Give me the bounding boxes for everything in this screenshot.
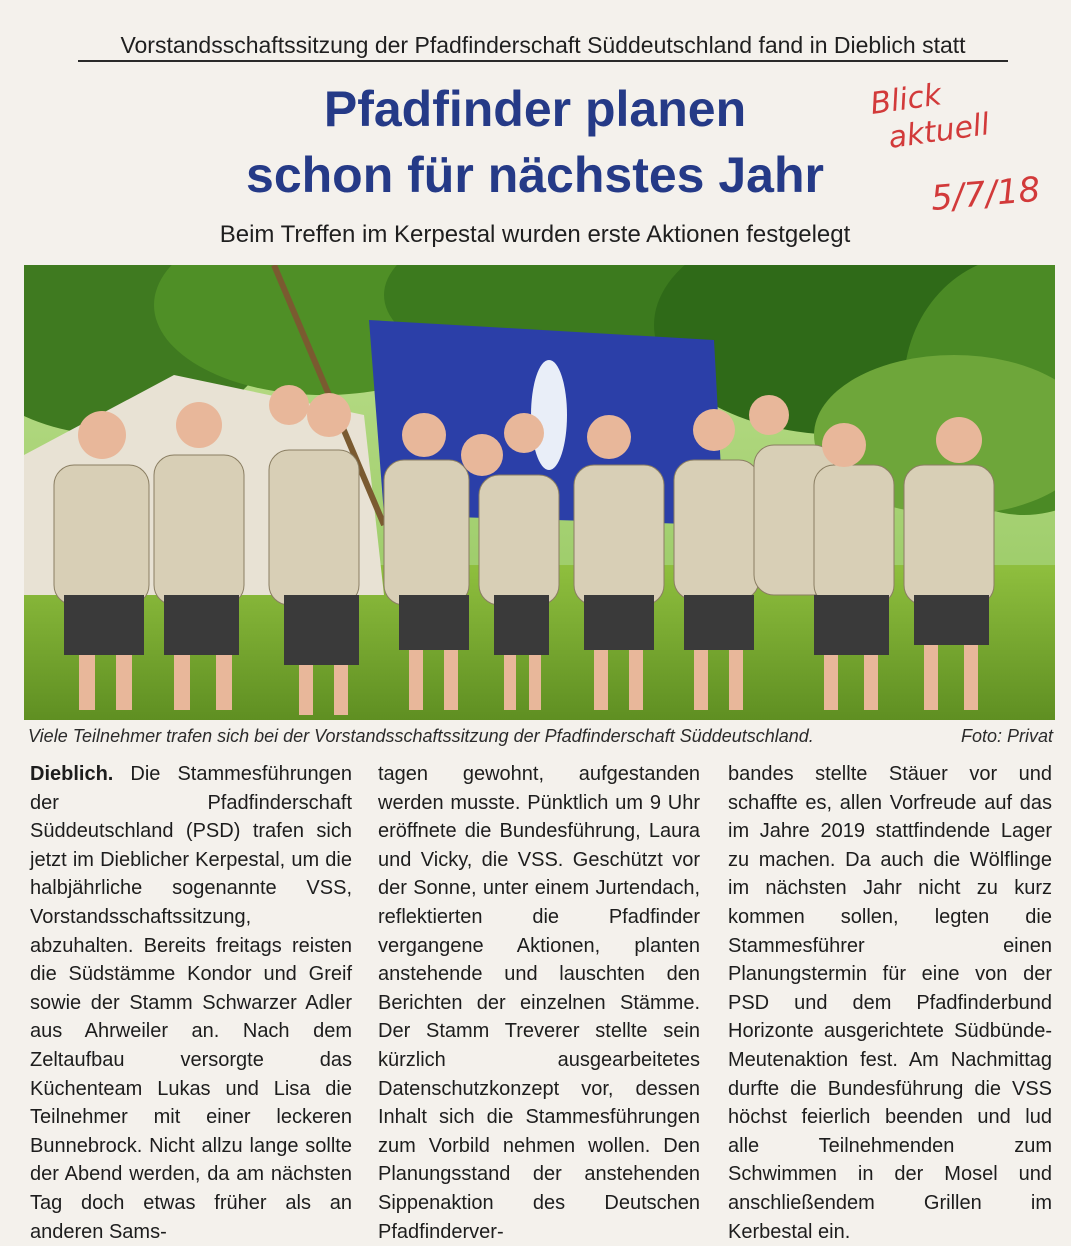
- article-subheadline: Beim Treffen im Kerpestal wurden erste Aktionen festgelegt: [219, 221, 851, 248]
- body-text-3: bandes stellte Stäuer vor und schaffte es, allen Vorfreude auf das im Jahre 2019 stattfindende Lager zu machen. Da auch die Wölflinge im nächsten Jahr nicht zu kurz kommen sollen, legten die Stammesführer einen Planungstermin für eine von der PSD und dem Pfadfinderbund Horizonte ausgerichtete Südbünde-Meutenaktion fest. Am Nachmittag durfte die Bundesführung die VSS höchst feierlich beenden und lud alle Teilnehmenden zum Schwimmen in der Mosel und anschließendem Grillen im Kerbestal ein.: [728, 763, 1052, 1243]
- handnote-line-3: 5/7/18: [929, 169, 1042, 218]
- caption-text: Viele Teilnehmer trafen sich bei der Vorstandsschaftssitzung der Pfadfinderschaft Süddeutschland.: [28, 726, 814, 746]
- handwritten-note-drawing: [850, 78, 1050, 218]
- headline-line-1: Pfadfinder planen: [323, 81, 747, 137]
- body-text-1: Die Stammesführungen der Pfadfinderschaft Süddeutschland (PSD) trafen sich jetzt im Dieblicher Kerpestal, um die halbjährliche sogenannte VSS, Vorstandsschaftssitzung, abzuhalten. Bereits freitags reisten die Südstämme Kondor und Greif sowie der Stamm Schwarzer Adler aus Ahrweiler an. Nach dem Zeltaufbau versorgte das Küchenteam Lukas und Lisa die Teilnehmer mit einer leckeren Bunnebrock. Nicht allzu lange sollte der Abend werden, da am nächsten Tag doch etwas früher als an anderen Sams-: [30, 763, 352, 1243]
- handnote-line-2: aktuell: [886, 107, 992, 156]
- body-text-2: tagen gewohnt, aufgestanden werden musste. Pünktlich um 9 Uhr eröffnete die Bundesführung, Laura und Vicky, die VSS. Geschützt vor der Sonne, unter einem Jurtendach, reflektierten die Pfadfinder vergangene Aktionen, planten anstehende und lauschten den Berichten der einzelnen Stämme. Der Stamm Treverer stellte sein kürzlich ausgearbeitetes Datenschutzkonzept vor, dessen Inhalt sich die Stammesführungen zum Vorbild nehmen wollen. Den Planungsstand der anstehenden Sippenaktion des Deutschen Pfadfinderver-: [378, 763, 700, 1243]
- dateline: Dieblich.: [30, 763, 114, 785]
- photo-caption: [24, 722, 1055, 750]
- photo-credit: Foto: Privat: [960, 726, 1053, 746]
- body-column-1: [30, 760, 352, 1246]
- article-kicker: Vorstandsschaftssitzung der Pfadfinderschaft Süddeutschland fand in Dieblich statt: [78, 30, 1008, 62]
- headline-line-2: schon für nächstes Jahr: [246, 147, 824, 203]
- group-photo: [24, 265, 1055, 720]
- handwritten-note: [850, 78, 1050, 218]
- body-column-2: [378, 760, 700, 1246]
- handnote-line-1: Blick: [868, 78, 944, 122]
- body-paragraph-1: [30, 760, 352, 1246]
- article-headline: [120, 76, 950, 208]
- group-photo-illustration: [24, 265, 1055, 720]
- body-column-3: [728, 760, 1052, 1246]
